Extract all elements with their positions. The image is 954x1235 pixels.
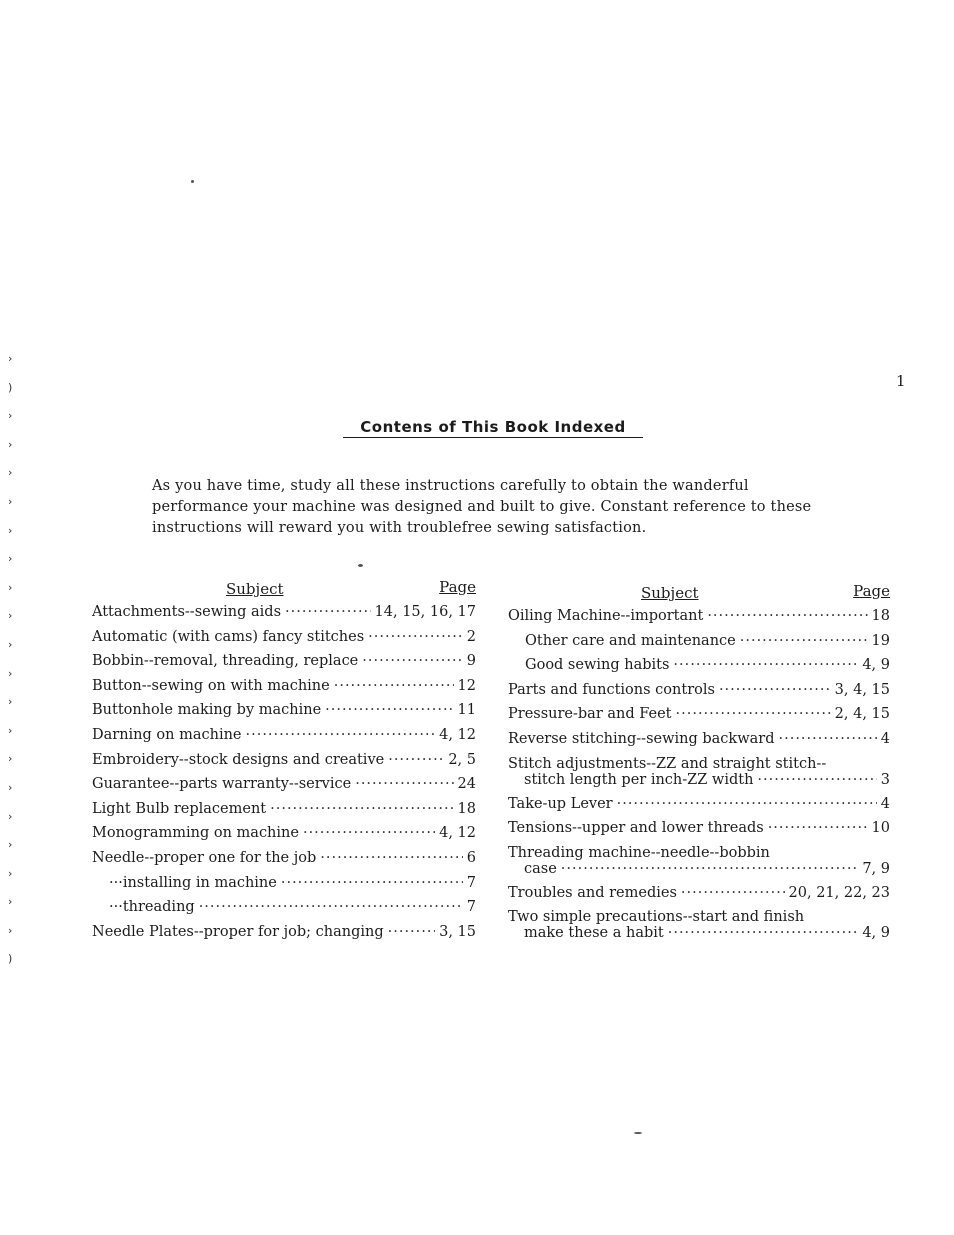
scan-speck — [358, 564, 363, 567]
entry-pages: 4, 12 — [439, 825, 476, 842]
entry-pages: 4 — [880, 795, 890, 812]
entry-pages: 3, 4, 15 — [834, 681, 890, 698]
entry-pages: 2, 5 — [448, 751, 476, 768]
index-entry — [508, 816, 890, 841]
index-column-left — [92, 578, 476, 944]
index-entry — [508, 905, 890, 945]
entry-subject: Embroidery--stock designs and creative — [92, 751, 385, 768]
entry-subject: Needle Plates--proper for job; changing — [92, 923, 384, 940]
index-entry — [92, 674, 476, 699]
scan-speck — [634, 1132, 642, 1134]
entry-pages: 4, 12 — [439, 726, 476, 743]
index-entry — [508, 881, 890, 906]
index-entry — [508, 702, 890, 727]
entry-subject: Guarantee--parts warranty--service — [92, 776, 352, 793]
entry-pages: 11 — [457, 702, 476, 719]
entry-pages: 7, 9 — [862, 860, 890, 877]
entry-subject: Bobbin--removal, threading, replace — [92, 653, 359, 670]
entry-pages: 4 — [880, 730, 890, 747]
entry-subject: Tensions--upper and lower threads — [508, 820, 764, 837]
entry-subject: ···installing in machine — [109, 874, 277, 891]
index-entry — [92, 895, 476, 920]
index-entry — [508, 678, 890, 703]
entry-subject: Pressure-bar and Feet — [508, 706, 672, 723]
index-entry — [92, 821, 476, 846]
entry-pages: 19 — [871, 632, 890, 649]
scan-speck — [191, 180, 194, 183]
column-header — [508, 582, 890, 604]
entry-pages: 7 — [466, 899, 476, 916]
entry-subject: Parts and functions controls — [508, 681, 715, 698]
entry-subject: Reverse stitching--sewing backward — [508, 730, 775, 747]
entry-subject: Darning on machine — [92, 726, 242, 743]
binding-marks: › ) › › › › › › › › › › › › › › › › › › › ) — [8, 352, 13, 966]
index-entry — [92, 920, 476, 945]
entry-subject-continued: make these a habit — [524, 925, 664, 942]
entry-pages: 18 — [457, 800, 476, 817]
entry-pages: 2 — [466, 628, 476, 645]
index-entry — [92, 600, 476, 625]
entry-pages: 20, 21, 22, 23 — [788, 884, 890, 901]
entry-pages: 24 — [457, 776, 476, 793]
index-entry — [92, 797, 476, 822]
entry-subject: Threading machine--needle--bobbin — [508, 844, 770, 861]
entry-subject: Stitch adjustments--ZZ and straight stitch-- — [508, 755, 827, 772]
entry-pages: 3 — [880, 771, 890, 788]
index-entry — [92, 748, 476, 773]
index-column-right — [508, 582, 890, 945]
entry-subject-continued: case — [524, 860, 557, 877]
entry-pages: 3, 15 — [439, 923, 476, 940]
entry-subject: Light Bulb replacement — [92, 800, 267, 817]
index-entry — [92, 625, 476, 650]
index-entry — [92, 698, 476, 723]
page-title: Contens of This Book Indexed — [343, 418, 643, 438]
index-entry — [92, 871, 476, 896]
entry-pages: 18 — [871, 608, 890, 624]
entry-subject: Two simple precautions--start and finish — [508, 909, 805, 926]
entry-pages: 7 — [466, 874, 476, 891]
entry-pages: 12 — [457, 677, 476, 694]
subject-header: Subject — [641, 584, 699, 602]
entry-subject: Automatic (with cams) fancy stitches — [92, 628, 365, 645]
entry-pages: 9 — [466, 653, 476, 670]
index-entry — [508, 752, 890, 792]
index-entry — [508, 604, 890, 629]
entry-subject: Oiling Machine--important — [508, 608, 704, 624]
entry-subject: Needle--proper one for the job — [92, 849, 317, 866]
index-entry — [508, 629, 890, 654]
index-entry — [92, 649, 476, 674]
index-entry — [92, 772, 476, 797]
entry-subject: Monogramming on machine — [92, 825, 299, 842]
entry-subject: Other care and maintenance — [525, 632, 736, 649]
index-entry — [508, 653, 890, 678]
index-entry — [508, 841, 890, 881]
entry-subject: Troubles and remedies — [508, 884, 677, 901]
entry-subject: Take-up Lever — [508, 795, 613, 812]
entry-subject: Buttonhole making by machine — [92, 702, 322, 719]
index-entry — [92, 846, 476, 871]
entry-subject: Attachments--sewing aids — [92, 604, 282, 620]
entry-pages: 14, 15, 16, 17 — [374, 604, 476, 620]
entry-pages: 6 — [466, 849, 476, 866]
index-entry — [92, 723, 476, 748]
entry-subject: Button--sewing on with machine — [92, 677, 330, 694]
index-entry — [508, 792, 890, 817]
entry-subject-continued: stitch length per inch-ZZ width — [524, 771, 754, 788]
entry-subject: Good sewing habits — [525, 657, 670, 674]
entry-pages: 4, 9 — [862, 925, 890, 942]
entry-pages: 4, 9 — [862, 657, 890, 674]
page-header: Page — [439, 578, 476, 596]
entry-pages: 10 — [871, 820, 890, 837]
entry-subject: ···threading — [109, 899, 195, 916]
column-header — [92, 578, 476, 600]
page-header: Page — [853, 582, 890, 600]
index-entry — [508, 727, 890, 752]
entry-pages: 2, 4, 15 — [834, 706, 890, 723]
page-number: 1 — [896, 372, 906, 390]
subject-header: Subject — [226, 580, 284, 598]
intro-paragraph: As you have time, study all these instructions carefully to obtain the wanderful performance your machine was designed and built to give. Constant reference to these instructions will reward you with troublefree sewing satisfaction. — [152, 478, 812, 536]
